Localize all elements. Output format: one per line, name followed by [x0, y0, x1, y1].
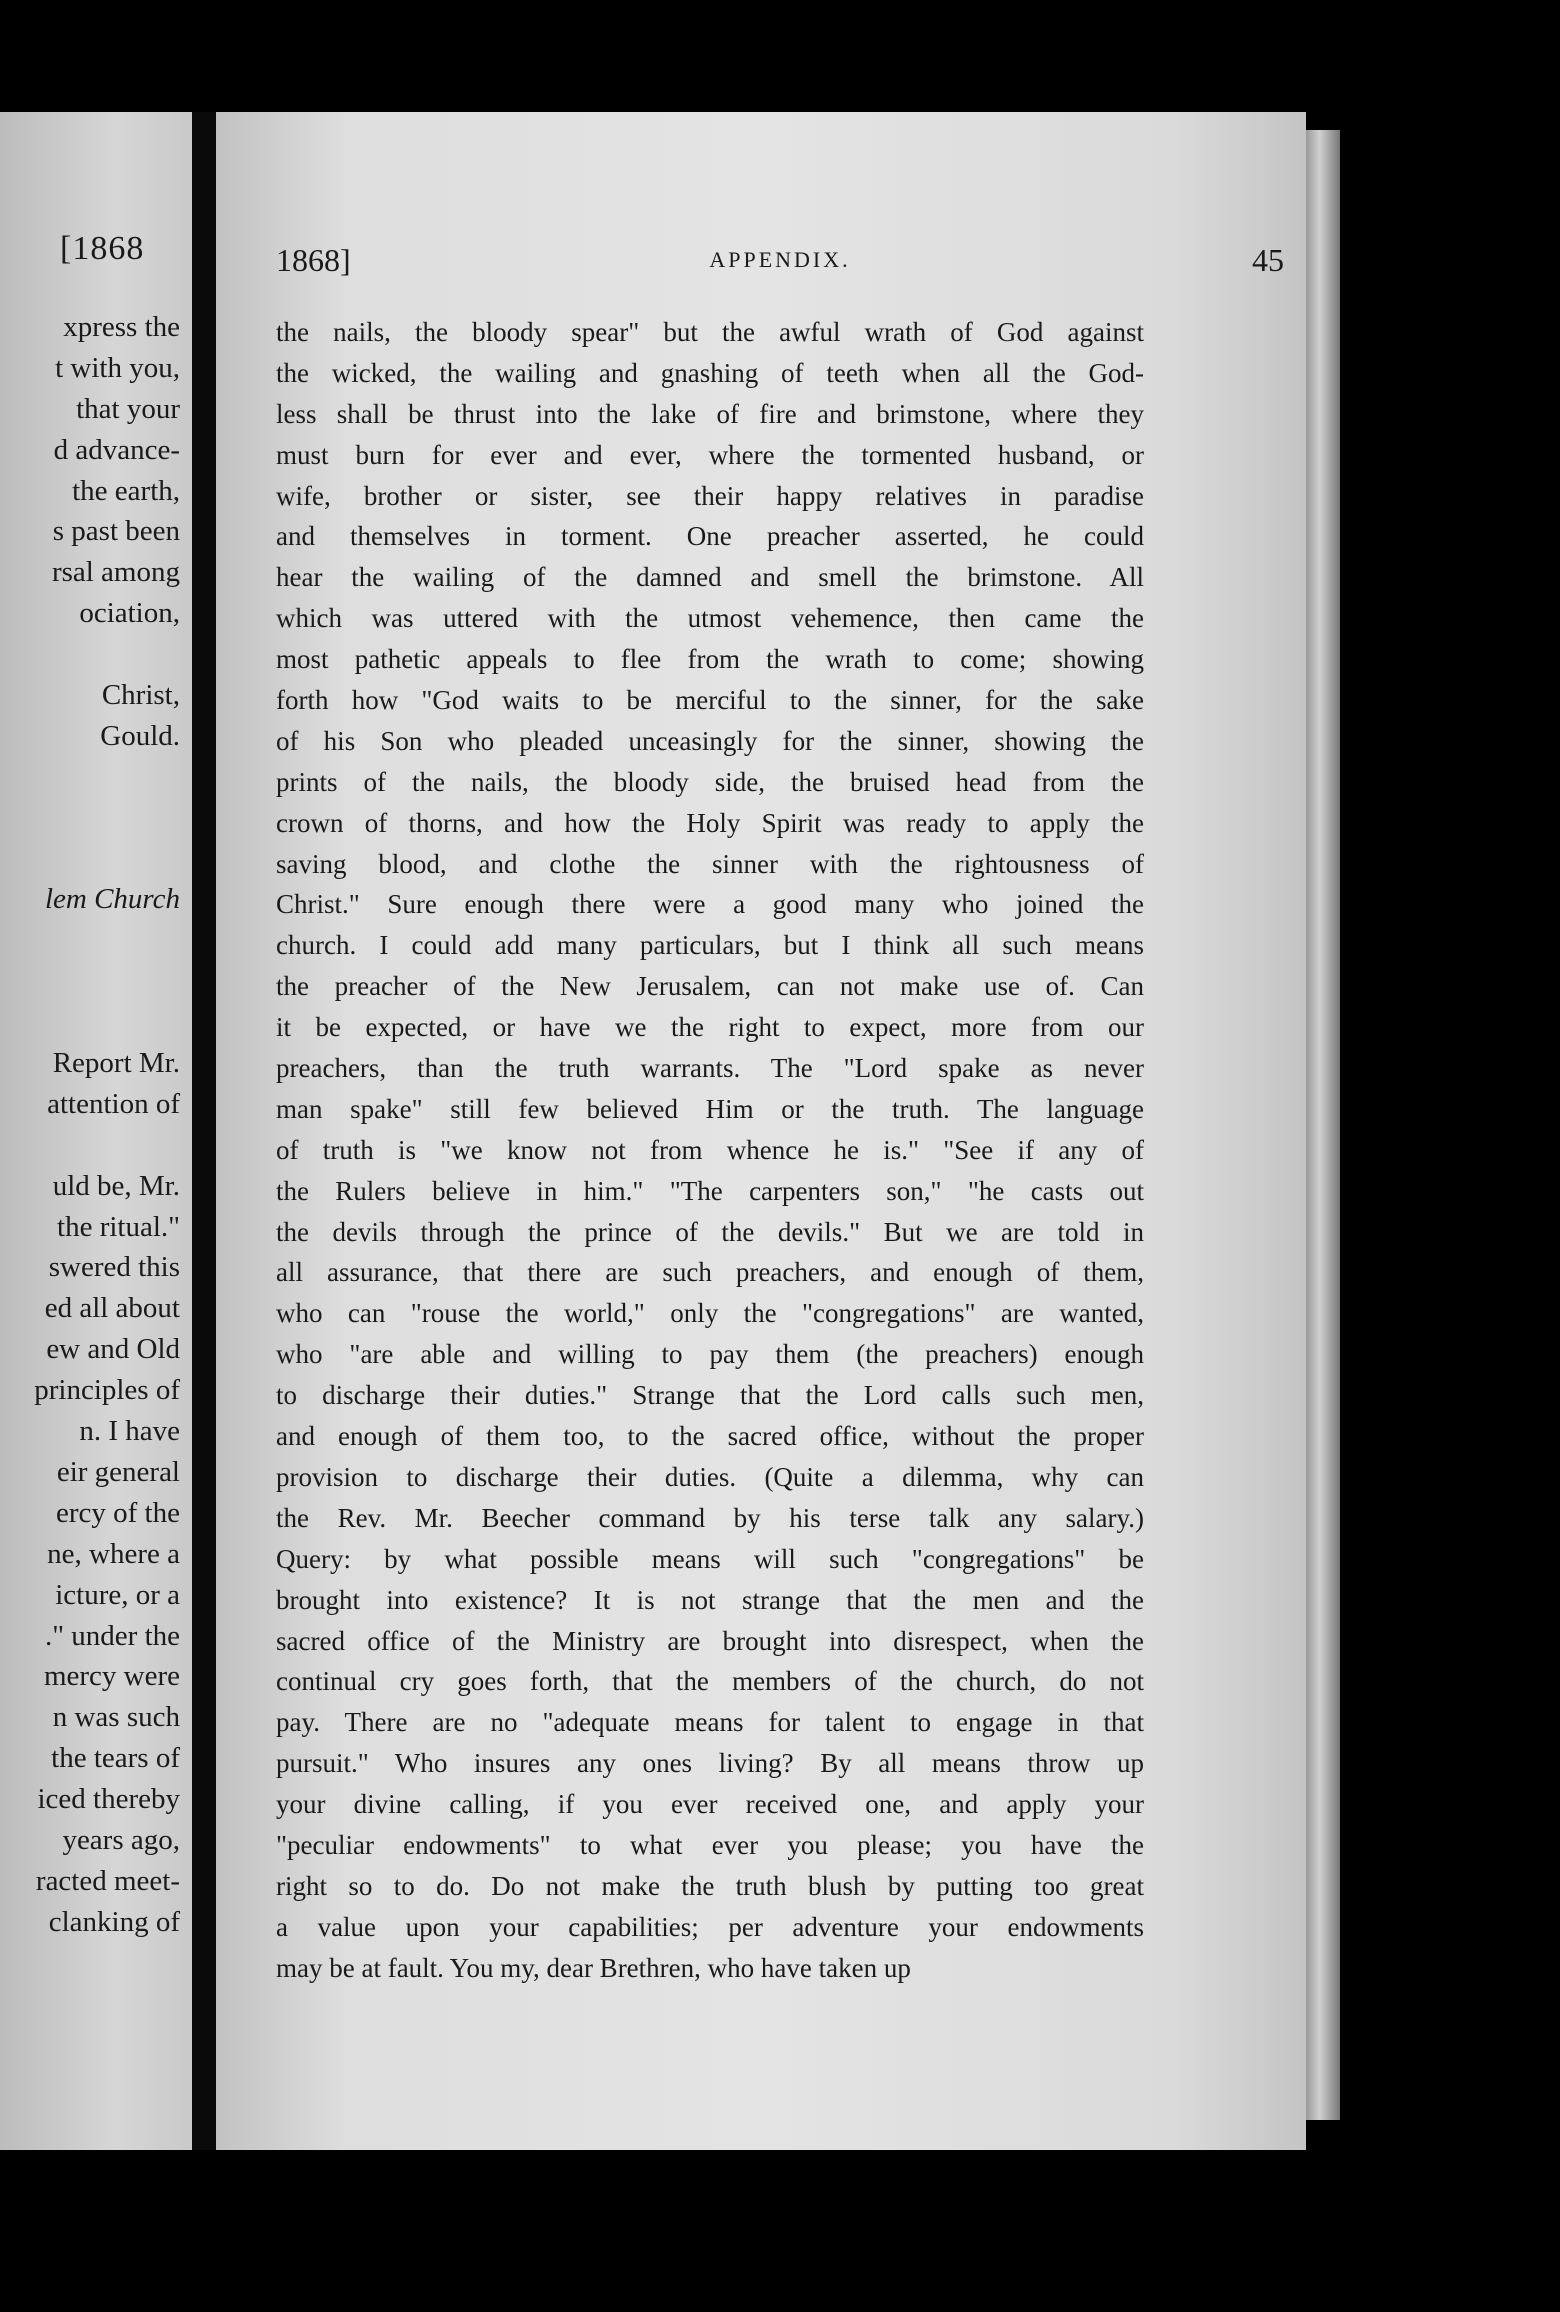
left-page-line: the earth, — [72, 474, 180, 507]
book-gutter — [192, 112, 216, 2150]
body-line: crown of thorns, and how the Holy Spirit was ready to apply the — [276, 807, 1144, 838]
body-line: all assurance, that there are such preachers, and enough of them, — [276, 1257, 1144, 1288]
left-page-line: uld be, Mr. — [52, 1169, 180, 1202]
body-line: continual cry goes forth, that the members of the church, do not — [276, 1666, 1144, 1697]
left-page-line: racted meet- — [35, 1864, 180, 1897]
left-page-line: the ritual." — [57, 1210, 180, 1243]
left-page-line: the tears of — [51, 1742, 180, 1775]
left-page-line: that your — [76, 392, 180, 425]
left-page-line: ociation, — [79, 597, 180, 630]
body-line: of his Son who pleaded unceasingly for the sinner, showing the — [276, 725, 1144, 756]
page-number: 45 — [1252, 242, 1284, 278]
left-page-line — [0, 839, 180, 880]
body-line: who can "rouse the world," only the "congregations" are wanted, — [276, 1298, 1144, 1329]
body-line: less shall be thrust into the lake of fire and brimstone, where they — [276, 398, 1144, 429]
body-line: church. I could add many particulars, but I think all such means — [276, 930, 1144, 961]
body-line: the devils through the prince of the devils." But we are told in — [276, 1216, 1144, 1247]
left-page-line: mercy were — [43, 1660, 180, 1693]
left-page-line — [0, 961, 180, 1002]
left-page-line: attention of — [47, 1087, 180, 1120]
left-page-line: ew and Old — [46, 1333, 180, 1366]
body-line: man spake" still few believed Him or the truth. The language — [276, 1093, 1144, 1124]
body-line: may be at fault. You my, dear Brethren, who have taken up — [276, 1952, 911, 1983]
left-page-line: Report Mr. — [52, 1047, 180, 1080]
left-page-line: ercy of the — [56, 1496, 180, 1529]
header-title: APPENDIX. — [709, 247, 851, 272]
body-line: and enough of them too, to the sacred office, without the proper — [276, 1421, 1144, 1452]
left-page-line: eir general — [56, 1455, 180, 1488]
body-line: it be expected, or have we the right to expect, more from our — [276, 1012, 1144, 1043]
left-page-line — [0, 920, 180, 961]
left-page-line: rsal among — [51, 556, 180, 589]
left-page-line: years ago, — [62, 1823, 180, 1856]
body-line: Query: by what possible means will such "congregations" be — [276, 1543, 1144, 1574]
body-line: the preacher of the New Jerusalem, can not make use of. Can — [276, 971, 1144, 1002]
left-page-header: [1868 — [60, 230, 145, 267]
body-line: a value upon your capabilities; per adventure your endowments — [276, 1911, 1144, 1942]
left-page-line: ." under the — [44, 1619, 180, 1652]
body-line: pay. There are no "adequate means for talent to engage in that — [276, 1707, 1144, 1738]
body-line: provision to discharge their duties. (Quite a dilemma, why can — [276, 1461, 1144, 1492]
body-line: the Rev. Mr. Beecher command by his terse talk any salary.) — [276, 1502, 1144, 1533]
left-page-line: swered this — [48, 1251, 180, 1284]
body-line: to discharge their duties." Strange that the Lord calls such men, — [276, 1380, 1144, 1411]
left-page-line: Gould. — [100, 719, 180, 752]
left-page-line: icture, or a — [55, 1578, 180, 1611]
left-page-line: ne, where a — [47, 1537, 180, 1570]
body-line: hear the wailing of the damned and smell the brimstone. All — [276, 562, 1144, 593]
body-text — [276, 312, 1144, 1989]
left-page-line — [0, 634, 180, 675]
left-page-line: clanking of — [48, 1905, 180, 1938]
body-line: brought into existence? It is not strange that the men and the — [276, 1584, 1144, 1615]
body-line: the nails, the bloody spear" but the awful wrath of God against — [276, 317, 1144, 347]
body-line: prints of the nails, the bloody side, the bruised head from the — [276, 766, 1144, 797]
page-edge — [1306, 130, 1340, 2120]
left-page-line: s past been — [52, 515, 180, 548]
body-line: must burn for ever and ever, where the tormented husband, or — [276, 439, 1144, 470]
left-page-line: xpress the — [63, 311, 180, 343]
body-line: pursuit." Who insures any ones living? By all means throw up — [276, 1748, 1144, 1779]
body-line: of truth is "we know not from whence he is." "See if any of — [276, 1134, 1144, 1165]
left-page-line: d advance- — [53, 433, 180, 466]
body-line: which was uttered with the utmost vehemence, then came the — [276, 603, 1144, 634]
body-line: the Rulers believe in him." "The carpenters son," "he casts out — [276, 1175, 1144, 1206]
right-page — [216, 112, 1306, 2150]
left-page-text — [0, 307, 180, 1943]
left-page-line: n. I have — [79, 1415, 180, 1448]
left-page-line — [0, 1002, 180, 1043]
body-line: most pathetic appeals to flee from the wrath to come; showing — [276, 644, 1144, 675]
body-line: sacred office of the Ministry are brought into disrespect, when the — [276, 1625, 1144, 1656]
left-page-line: n was such — [52, 1701, 180, 1734]
left-page-line: iced thereby — [37, 1783, 180, 1816]
body-line: "peculiar endowments" to what ever you please; you have the — [276, 1829, 1144, 1860]
left-page-line: t with you, — [55, 351, 180, 384]
body-line: saving blood, and clothe the sinner with the rightousness of — [276, 848, 1144, 879]
header-year: 1868] — [276, 242, 351, 278]
body-line: wife, brother or sister, see their happy relatives in paradise — [276, 480, 1144, 511]
left-page-line: lem Church — [44, 883, 180, 916]
body-line: who "are able and willing to pay them (the preachers) enough — [276, 1339, 1144, 1370]
left-page-line: ed all about — [44, 1292, 180, 1325]
body-line: forth how "God waits to be merciful to the sinner, for the sake — [276, 685, 1144, 716]
body-line: your divine calling, if you ever received one, and apply your — [276, 1789, 1144, 1820]
left-page-line: principles of — [34, 1374, 180, 1407]
left-page-line: Christ, — [101, 679, 180, 712]
body-line: right so to do. Do not make the truth blush by putting too great — [276, 1870, 1144, 1901]
body-line: the wicked, the wailing and gnashing of teeth when all the God- — [276, 357, 1144, 388]
left-page-line — [0, 1125, 180, 1166]
left-page — [0, 112, 192, 2150]
body-line: and themselves in torment. One preacher asserted, he could — [276, 521, 1144, 552]
body-line: preachers, than the truth warrants. The "Lord spake as never — [276, 1053, 1144, 1084]
running-header — [276, 242, 1284, 286]
body-line: Christ." Sure enough there were a good many who joined the — [276, 889, 1144, 920]
left-page-line — [0, 757, 180, 798]
left-page-line — [0, 798, 180, 839]
